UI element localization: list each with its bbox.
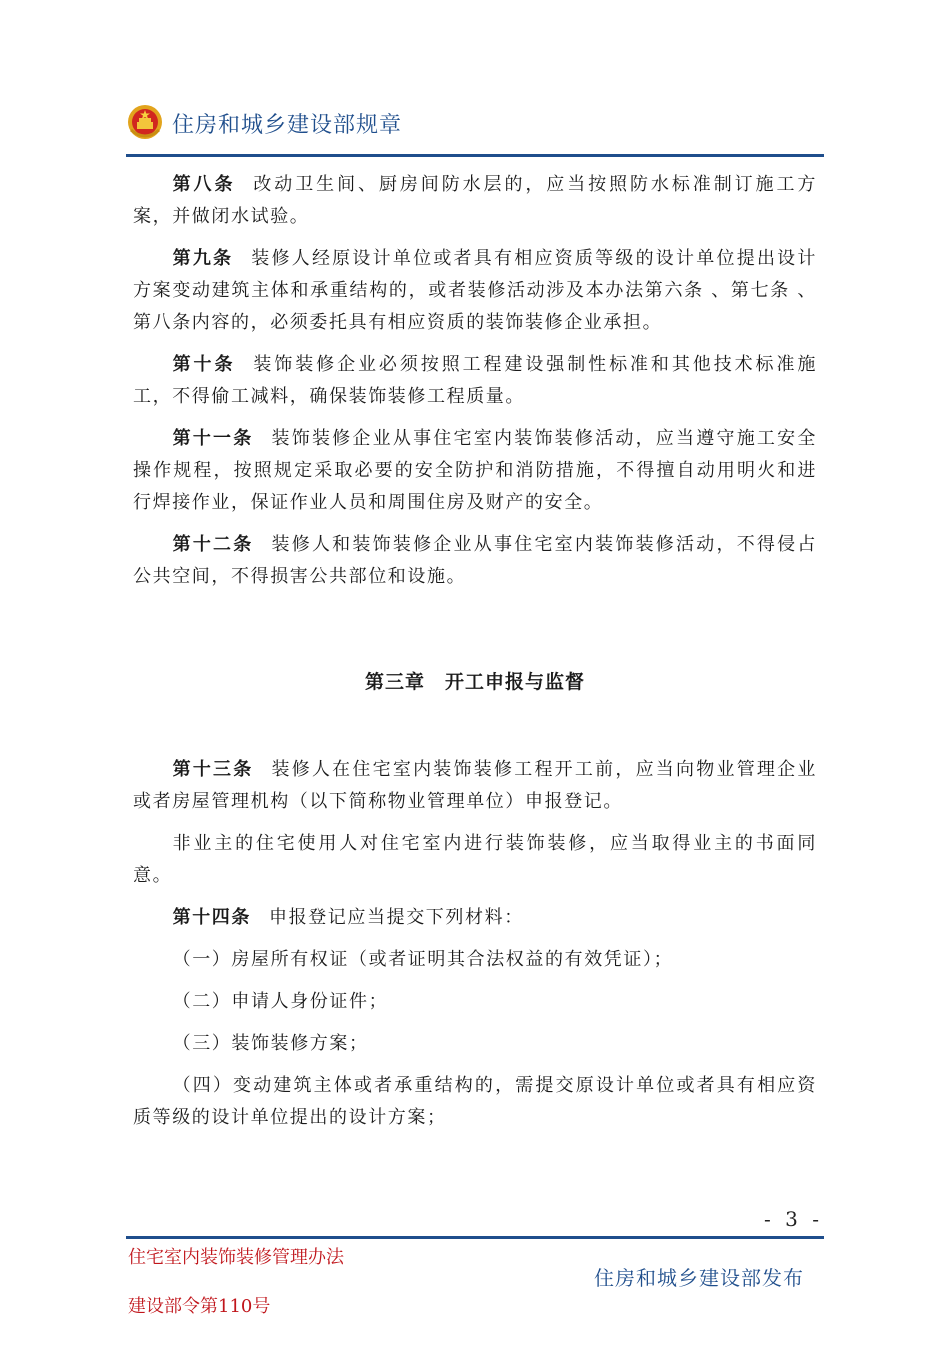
- article-label: 第十条: [172, 354, 236, 375]
- article-text: 装饰装修企业必须按照工程建设强制性标准和其他技术标准施工，不得偷工减料，确保装饰装修工程质量。: [133, 354, 817, 407]
- chapter-heading: 第三章 开工申报与监督: [364, 671, 585, 693]
- page-number: - 3 -: [764, 1207, 823, 1231]
- articles-top: [133, 169, 817, 593]
- article-10: [133, 349, 817, 413]
- article-text: 装修人经原设计单位或者具有相应资质等级的设计单位提出设计方案变动建筑主体和承重结构的，或者装修活动涉及本办法第六条 、第七条 、第八条内容的，必须委托具有相应资质的装饰装修企业承担。: [133, 248, 817, 333]
- footer-divider: [126, 1236, 824, 1239]
- national-emblem-icon: [126, 102, 164, 142]
- article-11: [133, 423, 817, 519]
- article-text: 装修人在住宅室内装饰装修工程开工前，应当向物业管理企业或者房屋管理机构（以下简称物业管理单位）申报登记。: [133, 759, 817, 812]
- list-item: （二）申请人身份证件；: [172, 991, 389, 1012]
- list-item: （四）变动建筑主体或者承重结构的，需提交原设计单位或者具有相应资质等级的设计单位提出的设计方案；: [133, 1075, 817, 1128]
- header-divider: [126, 154, 824, 157]
- article-9: [133, 243, 817, 339]
- article-label: 第十三条: [172, 759, 254, 780]
- footer-publisher: 住房和城乡建设部发布: [594, 1266, 804, 1290]
- header-title: 住房和城乡建设部规章: [172, 113, 403, 138]
- footer-doc-number: 建设部令第110号: [128, 1296, 271, 1317]
- article-8: [133, 169, 817, 233]
- article-12: [133, 529, 817, 593]
- article-13: [133, 754, 817, 818]
- page-header: [126, 102, 824, 156]
- article-label: 第十四条: [172, 907, 251, 928]
- article-label: 第十二条: [172, 534, 254, 555]
- articles-bottom: [133, 754, 817, 1134]
- article-text: 装饰装修企业从事住宅室内装饰装修活动，应当遵守施工安全操作规程，按照规定采取必要的安全防护和消防措施，不得擅自动用明火和进行焊接作业，保证作业人员和周围住房及财产的安全。: [133, 428, 817, 513]
- article-text: 改动卫生间、厨房间防水层的，应当按照防水标准制订施工方案，并做闭水试验。: [133, 174, 817, 227]
- article-14: [133, 902, 817, 934]
- list-item: （一）房屋所有权证（或者证明其合法权益的有效凭证）；: [172, 949, 674, 970]
- footer-doc-title: 住宅室内装饰装修管理办法: [128, 1247, 344, 1268]
- article-text: 申报登记应当提交下列材料：: [269, 907, 524, 928]
- article-label: 第十一条: [172, 428, 254, 449]
- article-label: 第八条: [172, 174, 236, 195]
- list-item: （三）装饰装修方案；: [172, 1033, 369, 1054]
- article-text: 装修人和装饰装修企业从事住宅室内装饰装修活动，不得侵占公共空间，不得损害公共部位和设施。: [133, 534, 817, 587]
- article-label: 第九条: [172, 248, 234, 269]
- article-13-note: 非业主的住宅使用人对住宅室内进行装饰装修，应当取得业主的书面同意。: [133, 833, 817, 886]
